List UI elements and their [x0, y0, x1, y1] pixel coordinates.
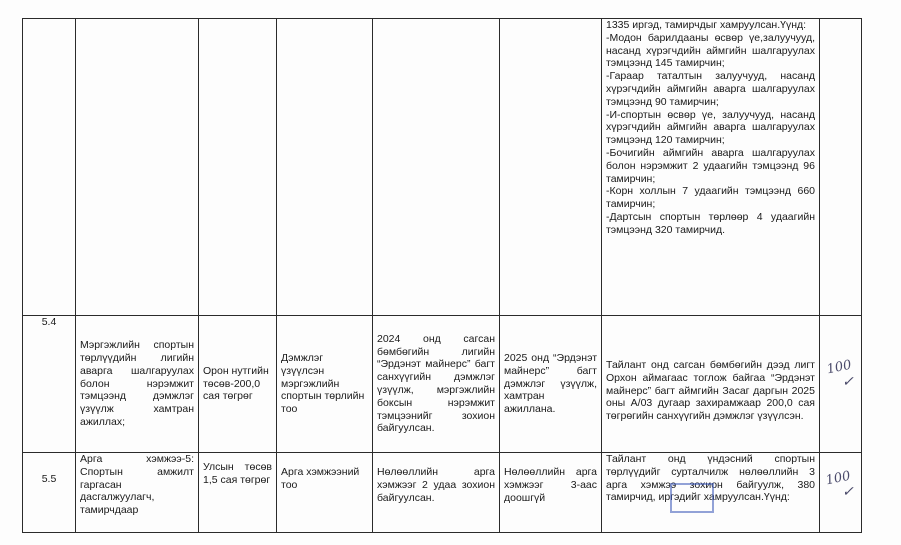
target-cell: 2025 онд “Эрдэнэт майнерс” багт дэмжлэг үзүүлж, хамтран ажиллана. [500, 316, 602, 453]
report-line: -Дартсын спортын төрлөөр 4 удаагийн тэмцээнд 320 тамирчид. [606, 210, 815, 236]
report-line: -Корн холлын 7 удаагийн тэмцээнд 660 тамирчин; [606, 185, 815, 211]
action-cell: Мэргэжлийн спортын төрлүүдийн лигийн аварга шалгаруулах болон нэрэмжит тэмцээнд дэмжлэг үзүүлж хамтран ажиллах; [76, 316, 199, 453]
report-cell [602, 19, 820, 316]
target-cell [500, 19, 602, 316]
score-cell [820, 19, 862, 316]
report-line: 1335 иргэд, тамирчдыг хамруулсан.Үүнд: [606, 19, 807, 31]
report-cell [602, 316, 820, 453]
item-number: 5.4 [23, 316, 76, 453]
handwritten-score: 100 [824, 468, 852, 489]
seal-stamp [670, 483, 714, 513]
item-number: 5.5 [23, 453, 76, 533]
report-line: Тайлант онд сагсан бөмбөгийн дээд лигт Орхон аймагаас тоглож байгаа “Эрдэнэт майнерс” багт аймгийн Засаг даргын 2025 оны А/03 дугаар захирамжаар 200,0 сая төгрөгийн санхүүгийн дэмжлэг үзүүлсэн. [606, 359, 815, 423]
target-cell: Нөлөөллийн арга хэмжээг 3-аас доошгүй [500, 453, 602, 533]
report-line: -Модон барилдааны өсвөр үе,залуучууд, насанд хүрэгчдийн аймгийн шалгаруулах тэмцээнд 145 тамирчин; [606, 31, 815, 70]
budget-cell: Орон нутгийн төсөв-200,0 сая төгрөг [199, 316, 277, 453]
report-line: -Бочигийн аймгийн аварга шалгаруулах болон нэрэмжит 2 удаагийн тэмцээнд 96 тамирчин; [606, 146, 815, 185]
score-cell [820, 316, 862, 453]
action-cell [76, 19, 199, 316]
baseline-cell [373, 19, 500, 316]
baseline-cell: Нөлөөллийн арга хэмжээг 2 удаа зохион байгуулсан. [373, 453, 500, 533]
table-row [23, 316, 862, 453]
report-cell [602, 453, 820, 533]
check-mark-icon: ✓ [842, 374, 854, 390]
report-line: -Гараар таталтын залуучууд, насанд хүрэгчдийн аймгийн аварга шалгаруулах тэмцээнд 90 тамирчин; [606, 70, 815, 108]
plan-report-table [22, 18, 862, 533]
check-mark-icon: ✓ [842, 484, 854, 500]
action-cell: Арга хэмжээ-5: Спортын амжилт гаргасан дасгалжуулагч, тамирчдаар [76, 453, 199, 533]
indicator-cell: Арга хэмжээний тоо [277, 453, 373, 533]
handwritten-score: 100 [825, 357, 853, 378]
baseline-cell: 2024 онд сагсан бөмбөгийн лигийн “Эрдэнэт майнерс” багт санхүүгийн дэмжлэг үзүүлж, мэргэжлийн боксын нэрэмжит тэмцээнийг зохион байгуулсан. [373, 316, 500, 453]
score-cell [820, 453, 862, 533]
table-row [23, 19, 862, 316]
report-line: Тайлант онд үндэсний спортын төрлүүдийг сурталчилж нөлөөллийн 3 арга хэмжээ зохион байгуулж, 380 тамирчид, иргэдийг хамруулсан.Үүнд: [606, 453, 815, 504]
table-row [23, 453, 862, 533]
budget-cell: Улсын төсөв 1,5 сая төгрөг [199, 453, 277, 533]
report-line: -И-спортын өсвөр үе, залуучууд, насанд хүрэгчдийн аймгийн аварга шалгаруулах тэмцээнд 120 тамирчин; [606, 108, 815, 147]
budget-cell [199, 19, 277, 316]
indicator-cell [277, 19, 373, 316]
indicator-cell: Дэмжлэг үзүүлсэн мэргэжлийн спортын төрлийн тоо [277, 316, 373, 453]
item-number [23, 19, 76, 316]
